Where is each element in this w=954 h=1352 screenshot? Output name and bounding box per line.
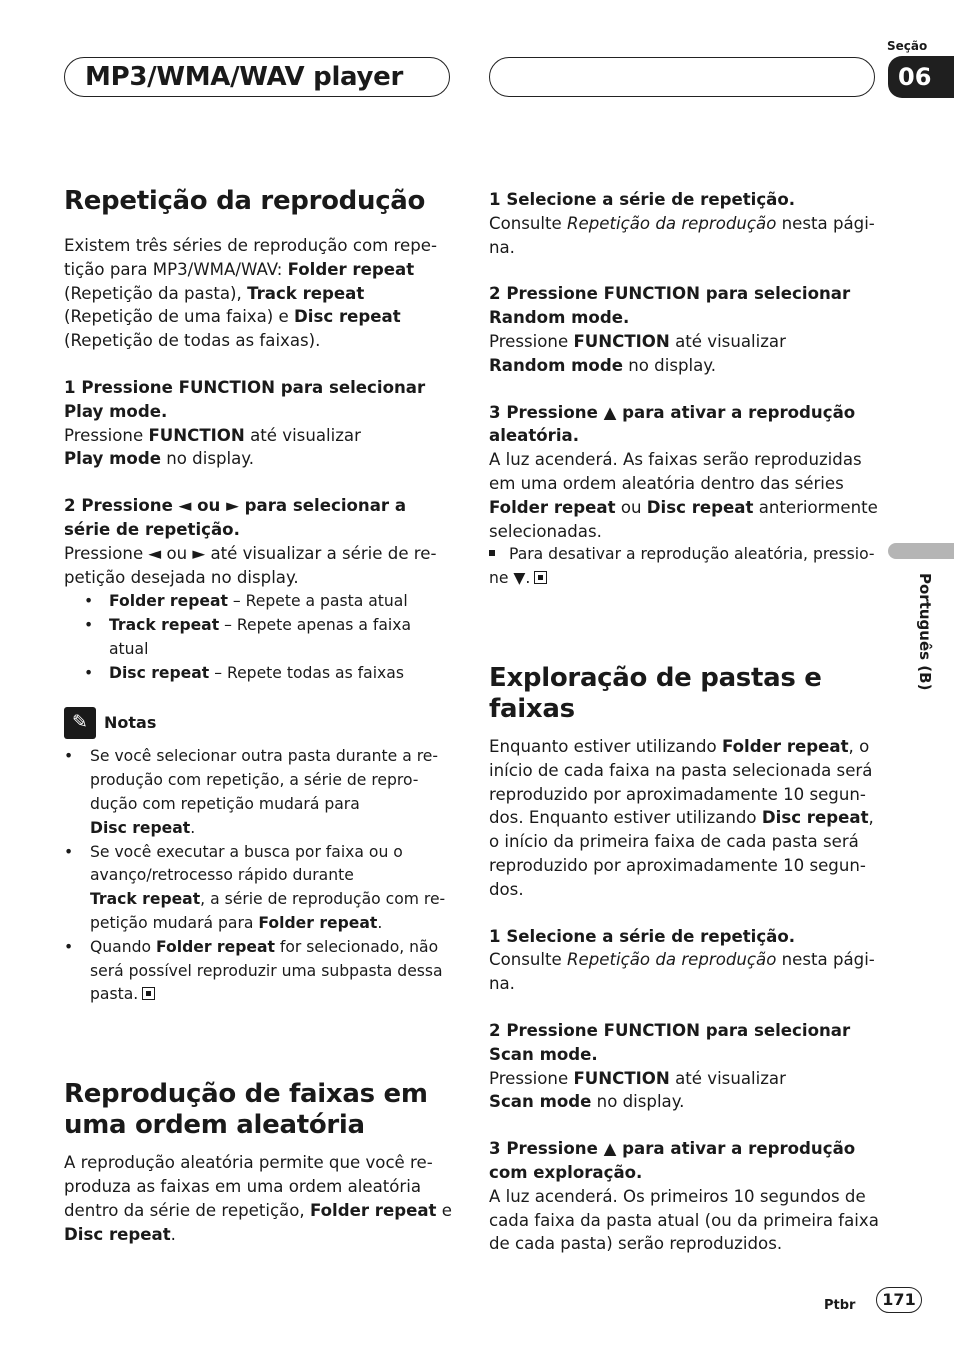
step-title: 2 Pressione ◄ ou ► para selecionar a série de repetição. [64, 496, 407, 539]
text: nesta pági-na. [489, 950, 875, 994]
section-number-tab: 06 [888, 56, 954, 98]
step-body [489, 948, 879, 996]
notes-title: Notas [104, 713, 157, 733]
text: no display. [591, 1092, 685, 1112]
text: Enquanto estiver utilizando [489, 736, 722, 756]
text: . [377, 913, 383, 932]
text: – Repete a pasta atual [227, 592, 408, 611]
right-column [489, 180, 879, 1256]
step-body [489, 212, 879, 260]
text-bold: Folder repeat [287, 259, 415, 279]
text: (Repetição de todas as faixas). [64, 331, 321, 351]
list-item [64, 936, 454, 1007]
section-label: Seção [887, 39, 928, 53]
text: – Repete todas as faixas [209, 664, 404, 683]
list-item [64, 589, 454, 613]
left-column [64, 180, 454, 1246]
list-item [64, 841, 454, 936]
text-bold: Disc repeat [294, 307, 401, 327]
text: (Repetição de uma faixa) e [64, 307, 295, 327]
text: Consulte [489, 950, 568, 970]
text-bold: Disc repeat [761, 808, 869, 828]
text: até visualizar [669, 331, 786, 351]
text: nesta pági-na. [489, 213, 875, 257]
header-title: MP3/WMA/WAV player [85, 62, 404, 92]
text-bold: Disc repeat [90, 818, 191, 837]
square-bullet-icon [489, 550, 495, 556]
page-number: 171 [876, 1287, 922, 1313]
step-body: A luz acenderá. Os primeiros 10 segundos de cada faixa da pasta atual (ou da primeira faixa de cada pasta) serão reproduzidos. [489, 1186, 879, 1254]
text-bold: Random mode [489, 355, 623, 375]
notes-list [64, 745, 454, 1007]
text: até visualizar [669, 1068, 786, 1088]
step-body [489, 448, 879, 543]
side-language-label: Português (B) [916, 573, 934, 691]
random-intro [64, 1151, 454, 1246]
text: – Repete apenas a faixa atual [109, 616, 412, 659]
side-language-tab [888, 543, 954, 559]
text: Para desativar a reprodução aleatória, pressio-ne ▼. [489, 545, 875, 588]
text-italic: Repetição da reprodução [567, 950, 777, 970]
repeat-intro [64, 234, 454, 353]
text: Consulte [489, 213, 568, 233]
text: , o início de cada faixa na pasta selecionada será reproduzido por aproximadamente 10 segun-dos. Enquanto estiver utilizando [489, 736, 873, 828]
text: Pressione [489, 1068, 574, 1088]
text: Existem três séries de reprodução com repe-tição para MP3/WMA/WAV: [64, 236, 437, 279]
end-mark-icon [534, 571, 547, 584]
text: anteriormente selecionadas. [489, 497, 878, 541]
step-title: 3 Pressione ▲ para ativar a reprodução com exploração. [489, 1139, 856, 1182]
text-bold: Track repeat [247, 283, 365, 303]
text-bold: Folder repeat [309, 1200, 437, 1220]
text: no display. [160, 449, 255, 469]
text: (Repetição da pasta), [64, 283, 248, 303]
text: no display. [622, 355, 717, 375]
text: Se você executar a busca por faixa ou o avanço/retrocesso rápido durante [90, 842, 403, 885]
repeat-options-list [64, 589, 454, 685]
step-title: 1 Selecione a série de repetição. [489, 190, 796, 209]
scan-intro [489, 735, 879, 902]
text: A luz acenderá. As faixas serão reproduzidas em uma ordem aleatória dentro das séries [489, 450, 862, 493]
pencil-note-icon: ✎ [64, 707, 96, 739]
text: Quando [90, 937, 156, 956]
text: , a série de reprodução com re-petição mudará para [90, 890, 446, 932]
footer-language: Ptbr [824, 1298, 856, 1313]
text: Pressione [489, 331, 574, 351]
text-bold: FUNCTION [148, 425, 245, 445]
text: for selecionado, não será possível reproduzir uma subpasta dessa pasta. [90, 937, 443, 1004]
text-bold: Track repeat [90, 890, 201, 909]
step-title: 2 Pressione FUNCTION para selecionar Scan mode. [489, 1020, 851, 1064]
text-bold: Disc repeat [109, 664, 210, 683]
step-body [489, 1067, 879, 1115]
step-title: 1 Selecione a série de repetição. [489, 926, 796, 946]
section-title-random: Reprodução de faixas em uma ordem aleatória [64, 1079, 428, 1141]
text: , o início da primeira faixa de cada pasta será reproduzido por aproximadamente 10 segun-dos. [489, 808, 874, 899]
text-italic: Repetição da reprodução [567, 213, 777, 233]
step-body [64, 424, 454, 472]
text: até visualizar [244, 425, 361, 445]
text: . [190, 818, 196, 837]
list-item [64, 613, 454, 661]
text: . [170, 1224, 176, 1244]
text: Se você selecionar outra pasta durante a re-produção com repetição, a série de repro-dução com repetição mudará para [90, 747, 439, 813]
text-bold: Disc repeat [64, 1224, 171, 1244]
step-body [489, 330, 879, 378]
text: ou [615, 497, 647, 517]
text-bold: Disc repeat [646, 497, 754, 517]
text-bold: Scan mode [489, 1092, 592, 1112]
header-title-frame [64, 57, 450, 97]
step-body: Pressione ◄ ou ► até visualizar a série de re-petição desejada no display. [64, 543, 437, 587]
text-bold: Play mode [64, 449, 161, 469]
list-item [64, 661, 454, 685]
header-right-frame [489, 57, 875, 97]
section-title-scan: Exploração de pastas e faixas [489, 662, 822, 724]
text-bold: Folder repeat [109, 592, 228, 611]
list-item [64, 745, 454, 840]
step-title: 2 Pressione FUNCTION para selecionar Random mode. [489, 284, 851, 328]
text-bold: FUNCTION [573, 331, 670, 351]
text: e [436, 1200, 452, 1220]
step-title: 1 Pressione FUNCTION para selecionar Play mode. [64, 377, 426, 421]
text-bold: Folder repeat [721, 736, 849, 756]
section-title-repeat: Repetição da reprodução [64, 186, 426, 216]
text-bold: Folder repeat [258, 913, 378, 932]
text-bold: Folder repeat [156, 937, 275, 956]
text-bold: Track repeat [109, 616, 220, 635]
text-bold: FUNCTION [573, 1068, 670, 1088]
text-bold: Folder repeat [489, 497, 616, 517]
text: Pressione [64, 425, 149, 445]
notes-header [64, 707, 454, 739]
step-title: 3 Pressione ▲ para ativar a reprodução aleatória. [489, 402, 856, 446]
end-mark-icon [142, 987, 155, 1000]
random-off-note [489, 543, 879, 591]
text: A reprodução aleatória permite que você re-produza as faixas em uma ordem aleatória dentro da série de repetição, [64, 1153, 433, 1220]
